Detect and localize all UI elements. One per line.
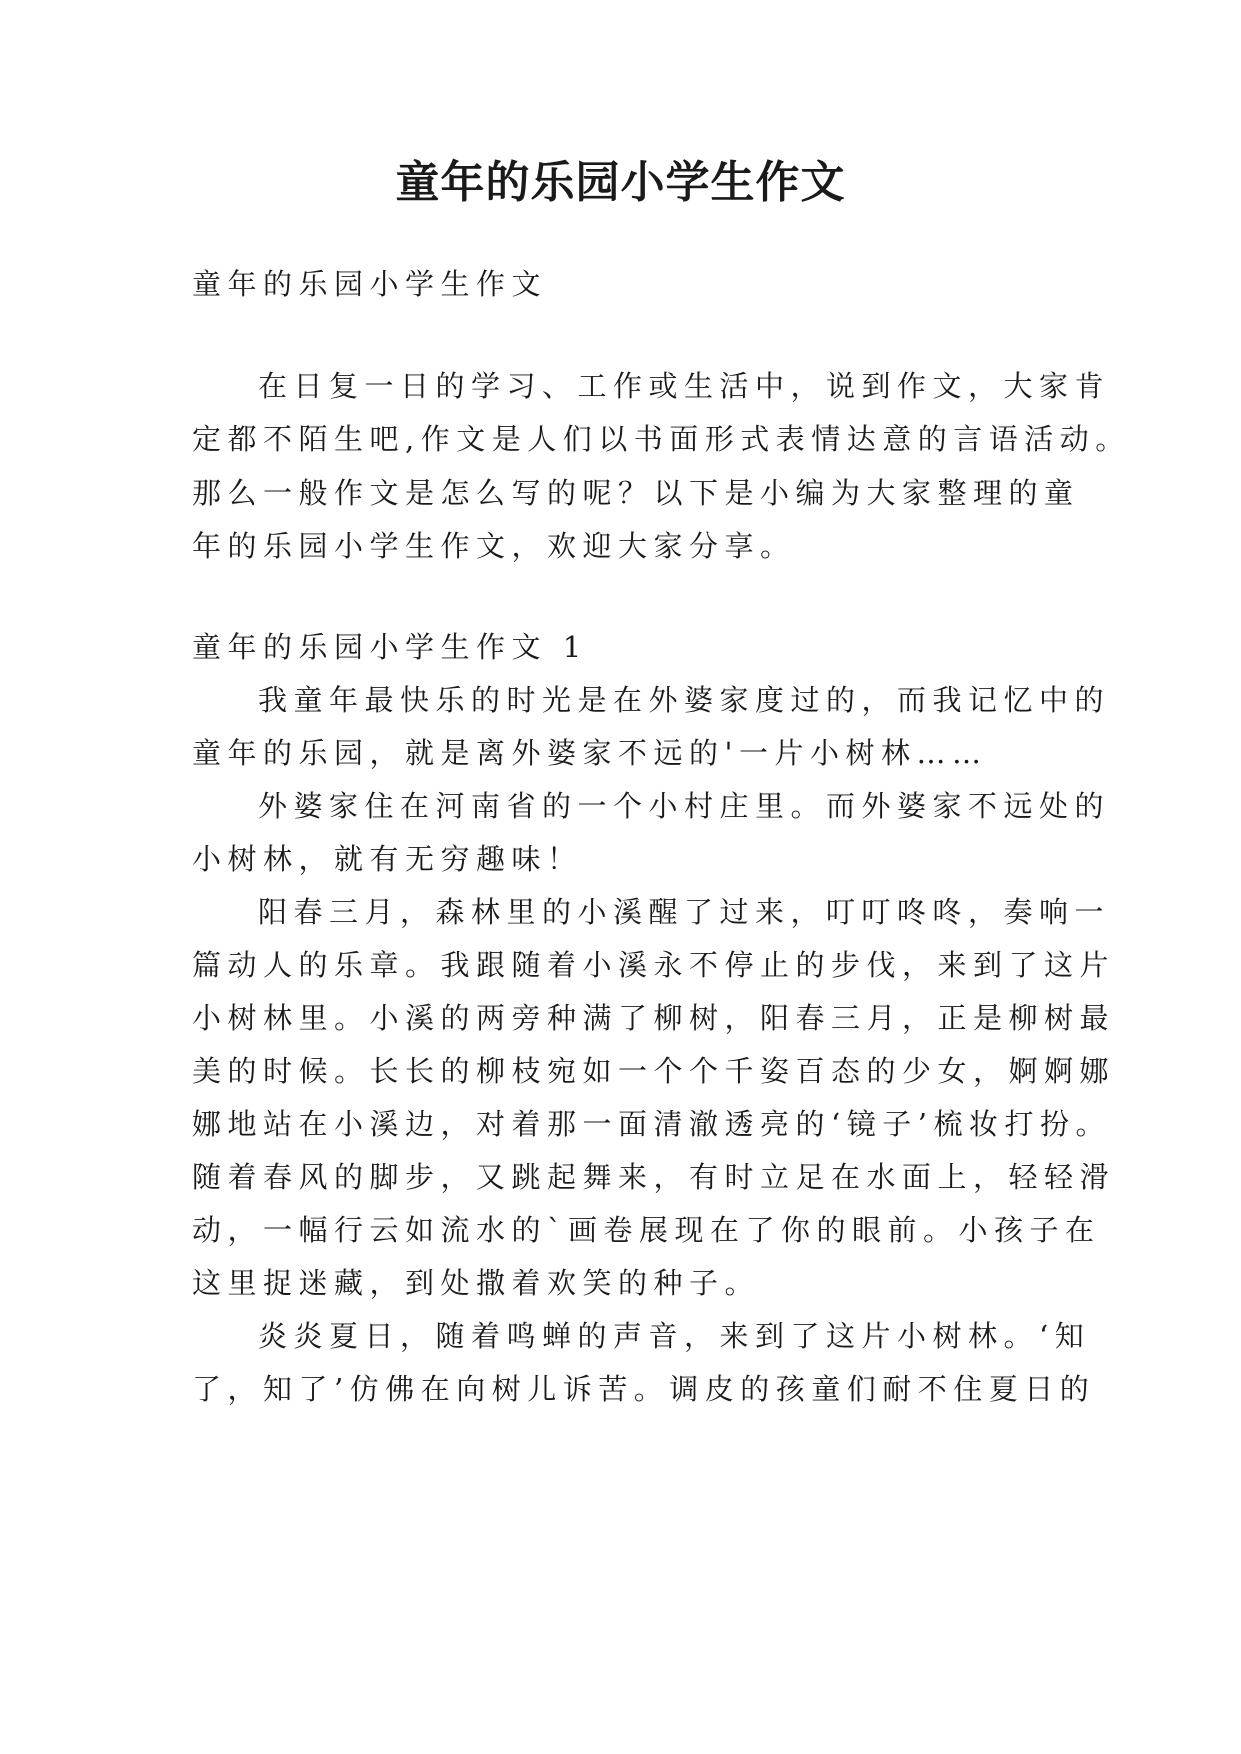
paragraph-line: 这里捉迷藏，到处撒着欢笑的种子。 bbox=[192, 1266, 761, 1300]
intro-line: 定都不陌生吧,作文是人们以书面形式表情达意的言语活动。 bbox=[192, 422, 1131, 456]
paragraph-line: 小树林里。小溪的两旁种满了柳树，阳春三月，正是柳树最 bbox=[192, 1001, 1116, 1035]
paragraph-line: 了，知了’仿佛在向树儿诉苦。调皮的孩童们耐不住夏日的 bbox=[192, 1372, 1096, 1406]
paragraph-line: 小树林，就有无穷趣味！ bbox=[192, 842, 583, 876]
paragraph-line: 美的时候。长长的柳枝宛如一个个千姿百态的少女，婀婀娜 bbox=[192, 1054, 1116, 1088]
paragraph-line: 阳春三月，森林里的小溪醒了过来，叮叮咚咚，奏响一 bbox=[258, 895, 1111, 929]
paragraph-line: 炎炎夏日，随着鸣蝉的声音，来到了这片小树林。‘知 bbox=[258, 1319, 1091, 1353]
document-subtitle: 童年的乐园小学生作文 bbox=[192, 267, 548, 301]
paragraph-line: 随着春风的脚步，又跳起舞来，有时立足在水面上，轻轻滑 bbox=[192, 1160, 1116, 1194]
section-heading: 童年的乐园小学生作文 1 bbox=[192, 630, 588, 664]
intro-line: 年的乐园小学生作文，欢迎大家分享。 bbox=[192, 529, 796, 563]
paragraph-line: 我童年最快乐的时光是在外婆家度过的，而我记忆中的 bbox=[258, 683, 1111, 717]
document-title: 童年的乐园小学生作文 bbox=[395, 157, 846, 208]
intro-line: 在日复一日的学习、工作或生活中，说到作文，大家肯 bbox=[258, 369, 1111, 403]
paragraph-line: 外婆家住在河南省的一个小村庄里。而外婆家不远处的 bbox=[258, 789, 1111, 823]
paragraph-line: 动，一幅行云如流水的`画卷展现在了你的眼前。小孩子在 bbox=[192, 1213, 1101, 1247]
paragraph-line: 篇动人的乐章。我跟随着小溪永不停止的步伐，来到了这片 bbox=[192, 948, 1116, 982]
intro-line: 那么一般作文是怎么写的呢？以下是小编为大家整理的童 bbox=[192, 476, 1080, 510]
paragraph-line: 娜地站在小溪边，对着那一面清澈透亮的‘镜子’梳妆打扮。 bbox=[192, 1107, 1111, 1141]
paragraph-line: 童年的乐园，就是离外婆家不远的'一片小树林…… bbox=[192, 736, 988, 770]
